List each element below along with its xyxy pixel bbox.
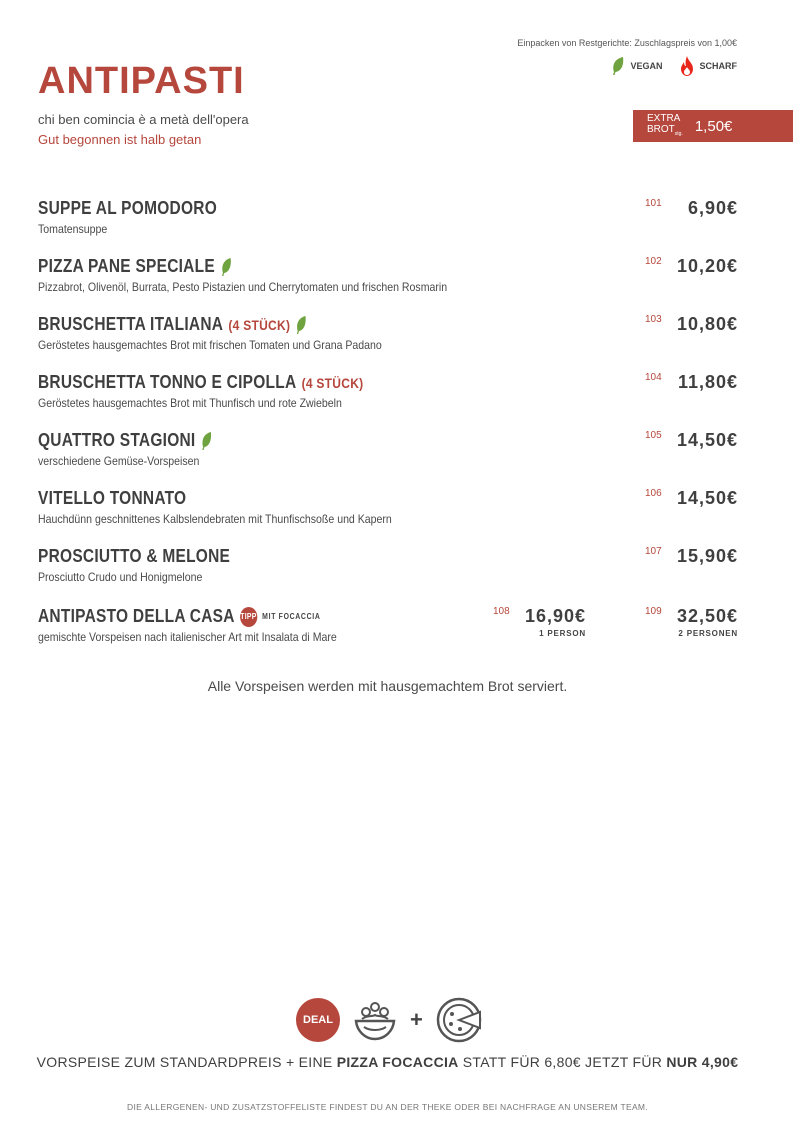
item-description: Hauchdünn geschnittenes Kalbslendebraten mit Thunfischsoße und Kapern: [38, 512, 392, 526]
deal-graphic: [296, 996, 483, 1044]
item-name: [38, 546, 230, 567]
item-description: Geröstetes hausgemachtes Brot mit Thunfisch und rote Zwiebeln: [38, 396, 342, 410]
item-description: Prosciutto Crudo und Honigmelone: [38, 570, 203, 584]
item-caption-1: 1 PERSON: [539, 629, 586, 638]
deal-text-2: STATT FÜR 6,80€ JETZT FÜR: [458, 1054, 667, 1070]
subtitle-german: Gut begonnen ist halb getan: [38, 132, 202, 147]
extra-bread-line1: EXTRA: [647, 112, 681, 124]
item-number: 105: [645, 430, 662, 441]
item-description: Pizzabrot, Olivenöl, Burrata, Pesto Pistazien und Cherrytomaten und frischen Rosmarin: [38, 280, 448, 294]
extra-bread-label: [647, 113, 683, 140]
item-price-2: 32,50€: [676, 606, 738, 626]
item-quantity: (4 STÜCK): [301, 374, 364, 391]
leaf-icon: [220, 257, 232, 277]
item-name-text: BRUSCHETTA TONNO E CIPOLLA: [38, 372, 297, 392]
salad-bowl-icon: [352, 997, 398, 1043]
item-name-text: ANTIPASTO DELLA CASA: [38, 606, 235, 626]
legend-vegan-label: VEGAN: [630, 61, 663, 71]
item-name: [38, 372, 363, 393]
item-name: [38, 488, 186, 509]
item-description: Tomatensuppe: [38, 222, 108, 236]
bread-note: Alle Vorspeisen werden mit hausgemachtem Brot serviert.: [207, 678, 568, 694]
extra-bread-small: stg.: [674, 130, 683, 137]
focaccia-label: MIT FOCACCIA: [262, 612, 321, 621]
deal-text-bold-2: NUR 4,90€: [666, 1054, 739, 1070]
item-price: 14,50€: [676, 430, 738, 450]
extra-bread-badge: [633, 110, 793, 142]
item-caption-2: 2 PERSONEN: [678, 629, 738, 638]
deal-text: [0, 1054, 775, 1070]
item-name-text: QUATTRO STAGIONI: [38, 430, 196, 450]
item-price: 14,50€: [676, 488, 738, 508]
takeaway-note: Einpacken von Restgerichte: Zuschlagspreis von 1,00€: [517, 38, 737, 48]
item-number: 104: [645, 372, 662, 383]
item-description: verschiedene Gemüse-Vorspeisen: [38, 454, 200, 468]
legend: [601, 56, 737, 76]
legend-spicy: [679, 56, 738, 76]
flame-icon: [679, 56, 695, 76]
extra-bread-line2: BROT: [647, 123, 675, 135]
item-name: [38, 198, 217, 219]
leaf-icon: [611, 56, 625, 76]
menu-item-casa: [38, 606, 738, 652]
item-price: 15,90€: [676, 546, 738, 566]
item-name-text: PIZZA PANE SPECIALE: [38, 256, 215, 276]
extra-bread-price: 1,50€: [694, 117, 733, 135]
menu-item: [38, 488, 738, 534]
page-title: ANTIPASTI: [38, 60, 245, 102]
menu-item: [38, 546, 738, 592]
leaf-icon: [201, 431, 213, 451]
item-number-1: 108: [493, 606, 510, 617]
item-number: 102: [645, 256, 662, 267]
item-number: 107: [645, 546, 662, 557]
legend-spicy-label: SCHARF: [699, 61, 737, 71]
item-name: [38, 606, 321, 627]
menu-item: [38, 198, 738, 244]
item-number-2: 109: [645, 606, 662, 617]
item-number: 101: [645, 198, 662, 209]
menu-item: [38, 314, 738, 360]
item-name-text: BRUSCHETTA ITALIANA: [38, 314, 224, 334]
legend-vegan: [611, 56, 662, 76]
item-name: [38, 430, 213, 451]
item-name-text: PROSCIUTTO & MELONE: [38, 546, 231, 566]
deal-text-1: VORSPEISE ZUM STANDARDPREIS + EINE: [36, 1054, 337, 1070]
menu-item: [38, 430, 738, 476]
item-number: 106: [645, 488, 662, 499]
item-number: 103: [645, 314, 662, 325]
subtitle-italian: chi ben comincia è a metà dell'opera: [38, 112, 249, 127]
item-price: 10,80€: [676, 314, 738, 334]
item-description: Geröstetes hausgemachtes Brot mit frischen Tomaten und Grana Padano: [38, 338, 382, 352]
item-name-text: SUPPE AL POMODORO: [38, 198, 218, 218]
item-name-text: VITELLO TONNATO: [38, 488, 187, 508]
item-description: gemischte Vorspeisen nach italienischer Art mit Insalata di Mare: [38, 630, 337, 644]
deal-badge: DEAL: [296, 998, 340, 1042]
pizza-icon: [435, 996, 483, 1044]
item-price-1: 16,90€: [524, 606, 586, 626]
item-name: [38, 256, 232, 277]
item-price: 6,90€: [687, 198, 738, 218]
deal-text-bold-1: PIZZA FOCACCIA: [336, 1054, 459, 1070]
item-price: 10,20€: [676, 256, 738, 276]
item-quantity: (4 STÜCK): [228, 316, 291, 333]
menu-item: [38, 372, 738, 418]
leaf-icon: [295, 315, 307, 335]
item-price: 11,80€: [677, 372, 738, 392]
plus-sign: +: [410, 1007, 423, 1032]
allergen-footer: DIE ALLERGENEN- UND ZUSATZSTOFFELISTE FINDEST DU AN DER THEKE ODER BEI NACHFRAGE AN UNSEREM TEAM.: [127, 1102, 648, 1112]
item-name: [38, 314, 307, 335]
tipp-badge: TIPP: [240, 607, 257, 627]
menu-item: [38, 256, 738, 302]
